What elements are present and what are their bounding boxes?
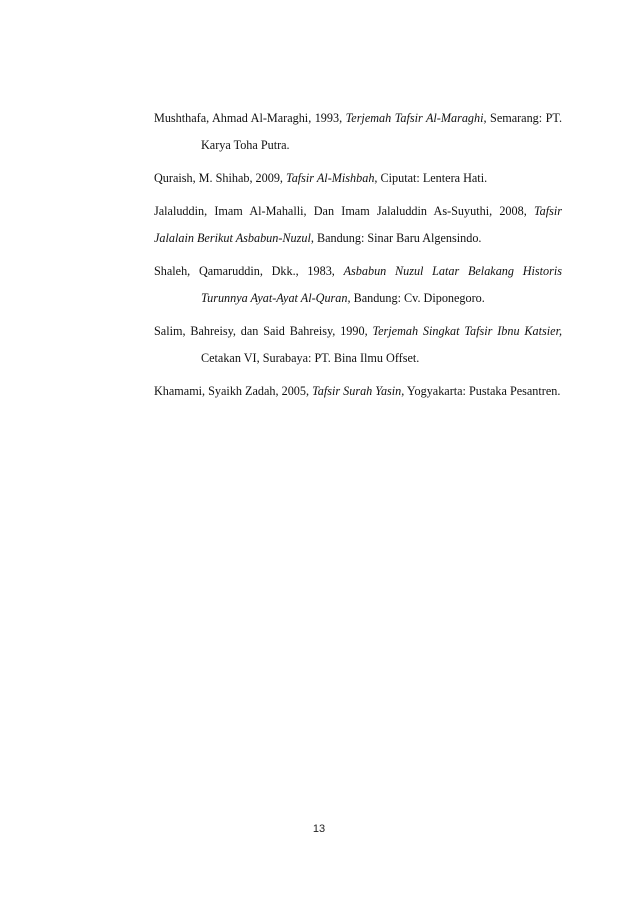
entry-title: Asbabun Nuzul Latar Belakang Historis Turunnya Ayat-Ayat Al-Quran, (201, 264, 562, 305)
bibliography-entry (154, 105, 562, 159)
entry-title: Tafsir Surah Yasin (312, 384, 402, 398)
entry-publisher: Semarang: PT. Karya Toha Putra. (201, 111, 562, 152)
entry-publisher: , Ciputat: Lentera Hati. (374, 171, 488, 185)
bibliography-entry (154, 198, 562, 252)
entry-text: Khamami, Syaikh Zadah, 2005, (154, 384, 313, 398)
page-number: 13 (312, 823, 326, 835)
entry-text: Quraish, M. Shihab, 2009, (154, 171, 287, 185)
entry-title: Tafsir Al-Mishbah (286, 171, 375, 185)
entry-text: Salim, Bahreisy, dan Said Bahreisy, 1990, (154, 324, 373, 338)
entry-publisher: , Yogyakarta: Pustaka Pesantren. (401, 384, 561, 398)
entry-publisher: , Bandung: Sinar Baru Algensindo. (310, 231, 482, 245)
entry-text: Mushthafa, Ahmad Al-Maraghi, 1993, (154, 111, 346, 125)
bibliography-list (154, 105, 562, 411)
bibliography-entry (154, 378, 562, 405)
entry-text: Shaleh, Qamaruddin, Dkk., 1983, (154, 264, 344, 278)
entry-title: Terjemah Singkat Tafsir Ibnu Katsier, (372, 324, 563, 338)
entry-title: Tafsir Jalalain Berikut Asbabun-Nuzul (154, 204, 562, 245)
bibliography-entry (154, 165, 562, 192)
entry-publisher: Bandung: Cv. Diponegoro. (350, 291, 485, 305)
bibliography-entry (154, 318, 562, 372)
entry-text: Jalaluddin, Imam Al-Mahalli, Dan Imam Jalaluddin As-Suyuthi, 2008, (154, 204, 534, 218)
entry-publisher: Cetakan VI, Surabaya: PT. Bina Ilmu Offset. (201, 351, 420, 365)
entry-title: Terjemah Tafsir Al-Maraghi, (345, 111, 487, 125)
bibliography-entry (154, 258, 562, 312)
